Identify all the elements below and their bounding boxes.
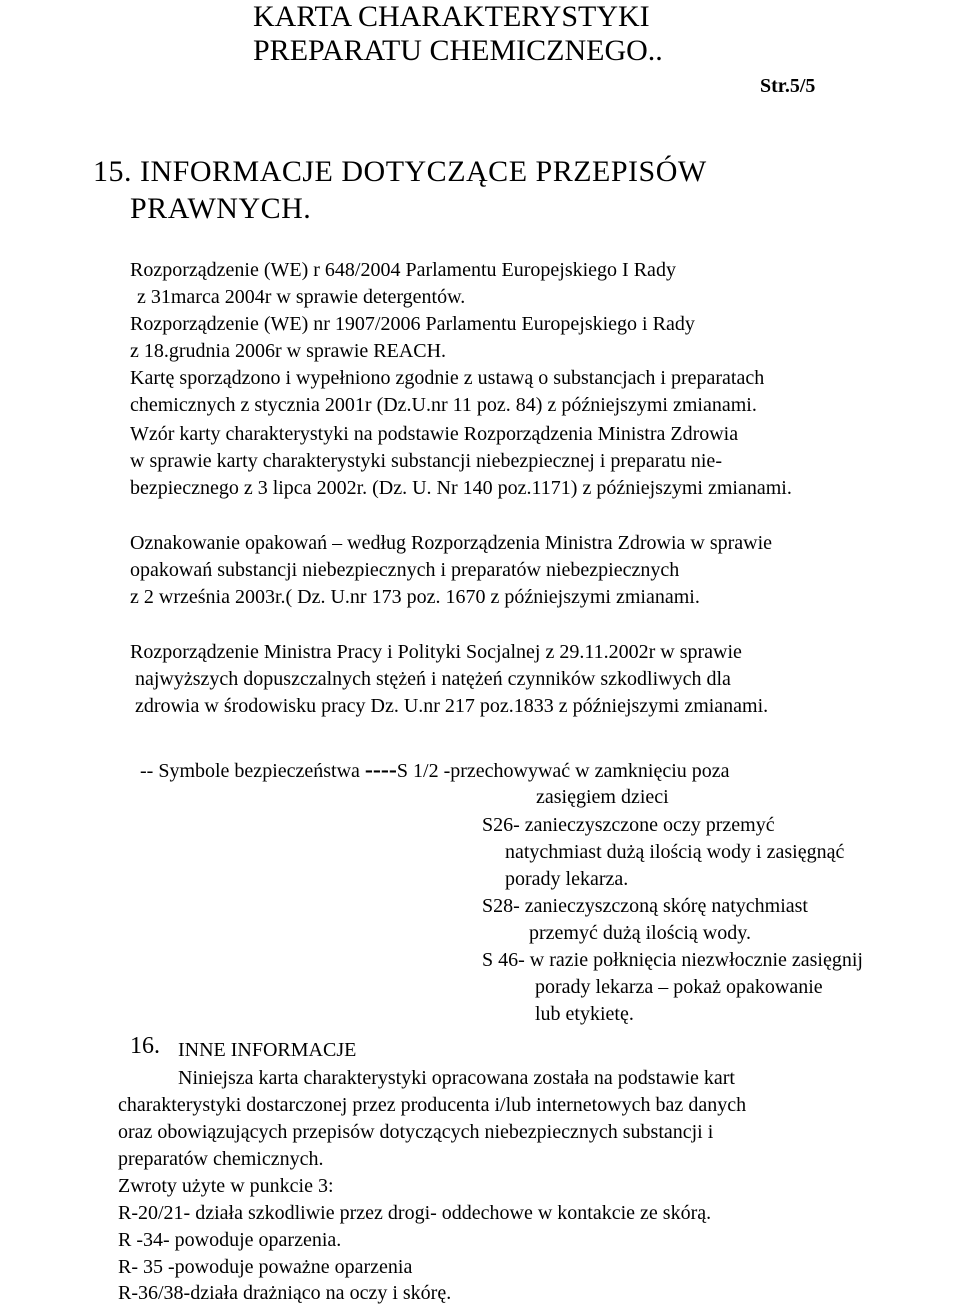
header-title-line1: KARTA CHARAKTERYSTYKI	[253, 0, 650, 33]
safety-phrase: S 46- w razie połknięcia niezwłocznie zasięgnij	[482, 949, 863, 971]
info-line: Niniejsza karta charakterystyki opracowana została na podstawie kart	[178, 1067, 735, 1089]
regulation-line: z 31marca 2004r w sprawie detergentów.	[137, 286, 466, 308]
info-line: Zwroty użyte w punkcie 3:	[118, 1175, 334, 1197]
regulation-line: zdrowia w środowisku pracy Dz. U.nr 217 poz.1833 z późniejszymi zmianami.	[135, 695, 769, 717]
safety-phrase: natychmiast dużą ilością wody i zasięgnąć	[505, 841, 845, 863]
regulation-line: Kartę sporządzono i wypełniono zgodnie z ustawą o substancjach i preparatach	[130, 367, 765, 389]
header-title-line2: PREPARATU CHEMICZNEGO..	[253, 34, 663, 67]
info-line: charakterystyki dostarczonej przez producenta i/lub internetowych baz danych	[118, 1094, 747, 1116]
regulation-line: Rozporządzenie (WE) r 648/2004 Parlamentu Europejskiego I Rady	[130, 259, 676, 281]
page-number: Str.5/5	[760, 75, 816, 97]
regulation-line: w sprawie karty charakterystyki substancji niebezpiecznej i preparatu nie-	[130, 450, 722, 472]
regulation-line: opakowań substancji niebezpiecznych i preparatów niebezpiecznych	[130, 559, 680, 581]
regulation-line: Oznakowanie opakowań – według Rozporządzenia Ministra Zdrowia w sprawie	[130, 532, 773, 554]
safety-phrase: porady lekarza.	[505, 868, 629, 890]
section16-number: 16.	[130, 1033, 160, 1059]
safety-phrase: S26- zanieczyszczone oczy przemyć	[482, 814, 775, 836]
r-phrase: R-36/38-działa drażniąco na oczy i skórę.	[118, 1282, 452, 1304]
regulation-line: z 2 września 2003r.( Dz. U.nr 173 poz. 1670 z późniejszymi zmianami.	[130, 586, 700, 608]
r-phrase: R -34- powoduje oparzenia.	[118, 1229, 342, 1251]
safety-phrase: porady lekarza – pokaż opakowanie	[535, 976, 823, 998]
safety-symbols-dashes: ----	[364, 757, 397, 783]
safety-phrase: S28- zanieczyszczoną skórę natychmiast	[482, 895, 808, 917]
safety-symbols-label: -- Symbole bezpieczeństwa	[140, 760, 365, 782]
r-phrase: R-20/21- działa szkodliwie przez drogi- oddechowe w kontakcie ze skórą.	[118, 1202, 712, 1224]
regulation-line: Rozporządzenie Ministra Pracy i Polityki Socjalnej z 29.11.2002r w sprawie	[130, 641, 742, 663]
regulation-line: bezpiecznego z 3 lipca 2002r. (Dz. U. Nr 140 poz.1171) z późniejszymi zmianami.	[130, 477, 792, 499]
r-phrase: R- 35 -powoduje poważne oparzenia	[118, 1256, 413, 1278]
regulation-line: najwyższych dopuszczalnych stężeń i natężeń czynników szkodliwych dla	[135, 668, 731, 690]
safety-symbols-first-line	[140, 758, 730, 782]
safety-phrase: S 1/2 -przechowywać w zamknięciu poza	[396, 760, 730, 782]
section16-title: INNE INFORMACJE	[178, 1039, 357, 1061]
info-line: preparatów chemicznych.	[118, 1148, 324, 1170]
regulation-line: Wzór karty charakterystyki na podstawie Rozporządzenia Ministra Zdrowia	[130, 423, 739, 445]
safety-phrase: zasięgiem dzieci	[536, 786, 669, 808]
regulation-line: Rozporządzenie (WE) nr 1907/2006 Parlamentu Europejskiego i Rady	[130, 313, 695, 335]
section15-heading-line1: 15. INFORMACJE DOTYCZĄCE PRZEPISÓW	[93, 155, 707, 188]
info-line: oraz obowiązujących przepisów dotyczących niebezpiecznych substancji i	[118, 1121, 714, 1143]
safety-phrase: przemyć dużą ilością wody.	[529, 922, 751, 944]
section15-heading-line2: PRAWNYCH.	[130, 192, 312, 225]
regulation-line: chemicznych z stycznia 2001r (Dz.U.nr 11 poz. 84) z późniejszymi zmianami.	[130, 394, 757, 416]
safety-phrase: lub etykietę.	[535, 1003, 634, 1025]
regulation-line: z 18.grudnia 2006r w sprawie REACH.	[130, 340, 447, 362]
